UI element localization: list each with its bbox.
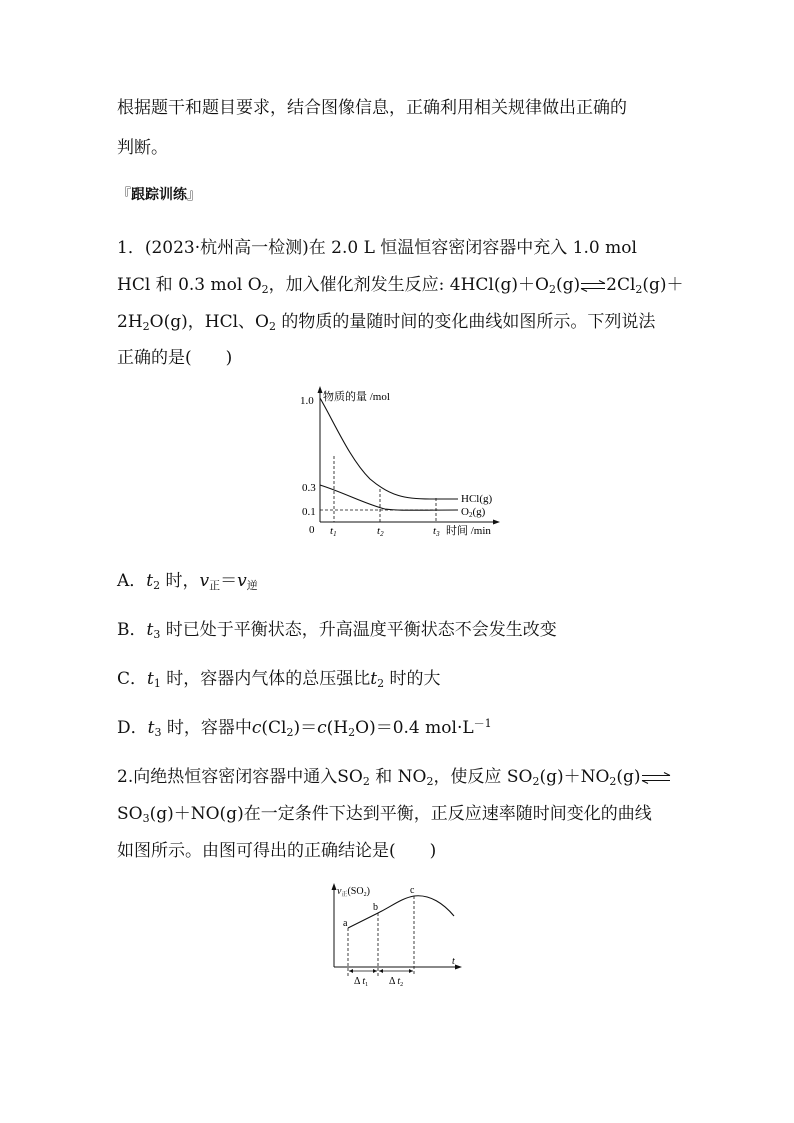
equilibrium-arrow-icon bbox=[580, 280, 606, 292]
q2-line-1: 2.向绝热恒容密闭容器中通入$SO_2$ 和 $NO_2$，使反应 $SO_2(g)+NO_2(g)$ bbox=[117, 762, 671, 787]
hcl-curve bbox=[320, 398, 458, 499]
origin-label: 0 bbox=[309, 524, 315, 536]
delta-t2-label: Δ $t_2$ bbox=[389, 976, 404, 988]
y-axis-label: 物质的量 /mol bbox=[323, 391, 390, 403]
q1-line-2: HCl 和 0.3 mol $O_2$，加入催化剂发生反应: $4HCl(g)+O_2(g)$ $2Cl_2(g)+$ bbox=[117, 275, 684, 296]
y-axis-arrow-icon bbox=[318, 386, 323, 393]
y-axis-arrow-icon bbox=[332, 883, 337, 890]
bracket-left: 『 bbox=[117, 187, 131, 203]
q1-option-b[interactable]: B．$t_3$ 时已处于平衡状态，升高温度平衡状态不会发生改变 bbox=[117, 620, 557, 641]
point-b: b bbox=[373, 902, 378, 913]
q1-chart bbox=[290, 384, 510, 540]
x-axis-arrow-icon bbox=[455, 965, 462, 970]
intro-line-2: 判断。 bbox=[117, 138, 168, 158]
x-axis-label: t bbox=[452, 956, 455, 967]
q1-line-3: $2H_2O(g)$，HCl、$O_2$ 的物质的量随时间的变化曲线如图所示。下列说法 bbox=[117, 312, 656, 333]
q1-option-d[interactable]: D．$t_3$ 时，容器中$c(Cl_2)=c(H_2O)=0.4$ $mol\cdot L^{-1}$ bbox=[117, 717, 492, 739]
x-tick-t2: t2 bbox=[377, 525, 384, 538]
y-axis-label: $v_正(SO_2)$ bbox=[337, 886, 370, 898]
series-label-hcl: HCl(g) bbox=[461, 493, 493, 505]
intro-line-1: 根据题干和题目要求，结合图像信息，正确利用相关规律做出正确的 bbox=[117, 98, 627, 118]
series-label-o2: O2(g) bbox=[461, 506, 486, 519]
y-tick-label: 0.1 bbox=[302, 506, 316, 518]
q1-line-4: 正确的是( ) bbox=[117, 348, 233, 368]
x-tick-t1: t1 bbox=[330, 525, 337, 538]
q1-line-1: 1．(2023·杭州高一检测)在 2.0 L 恒温恒容密闭容器中充入 1.0 mol bbox=[117, 238, 637, 258]
section-heading bbox=[117, 184, 201, 204]
y-tick-label: 0.3 bbox=[302, 482, 316, 494]
point-c: c bbox=[410, 885, 415, 896]
x-axis-arrow-icon bbox=[493, 520, 500, 525]
bracket-right: 』 bbox=[187, 187, 201, 203]
q2-line-2: $SO_3(g)+NO(g)$在一定条件下达到平衡，正反应速率随时间变化的曲线 bbox=[117, 804, 652, 825]
q2-line-3: 如图所示。由图可得出的正确结论是( ) bbox=[117, 841, 437, 861]
point-a: a bbox=[343, 918, 348, 929]
q1-option-a[interactable]: A．$t_2$ 时，$v_正=v_逆$ bbox=[117, 571, 258, 592]
rate-curve bbox=[348, 896, 454, 928]
x-axis-label: 时间 /min bbox=[446, 525, 491, 537]
section-title: 跟踪训练 bbox=[131, 187, 187, 203]
q1-option-c[interactable]: C．$t_1$ 时，容器内气体的总压强比$t_2$ 时的大 bbox=[117, 669, 441, 690]
q2-chart bbox=[320, 880, 470, 990]
equilibrium-arrow-icon bbox=[641, 772, 671, 784]
x-tick-t3: t3 bbox=[433, 525, 440, 538]
o2-curve bbox=[320, 485, 458, 510]
y-tick-label: 1.0 bbox=[300, 395, 314, 407]
delta-t1-label: Δ $t_1$ bbox=[354, 976, 369, 988]
